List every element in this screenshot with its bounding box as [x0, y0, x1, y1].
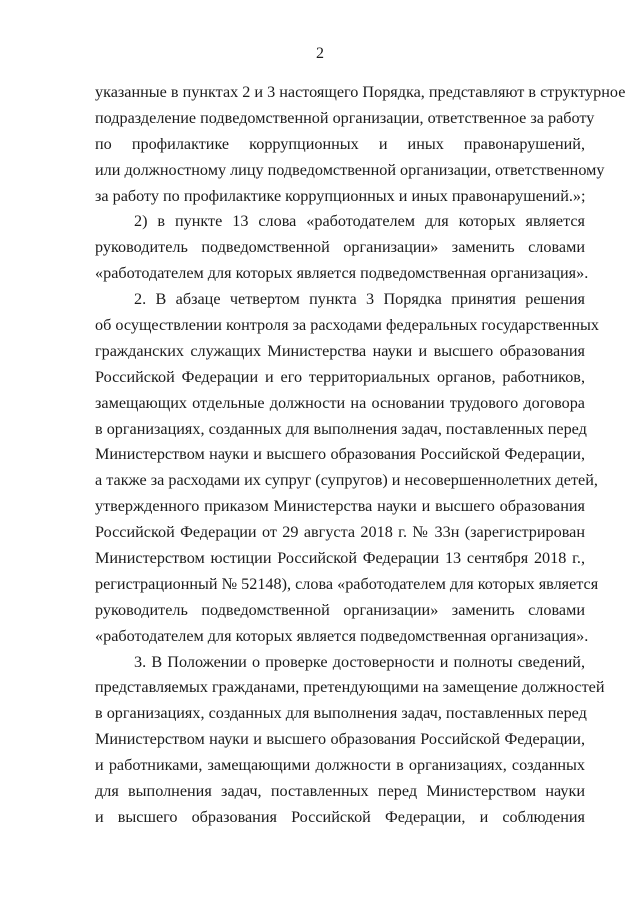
text-line: замещающих отдельные должности на основании трудового договора	[95, 393, 585, 412]
paragraph-first-line: 2) в пункте 13 слова «работодателем для которых является	[134, 212, 585, 231]
text-line: и высшего образования Российской Федерации, и соблюдения	[95, 807, 585, 826]
text-line: об осуществлении контроля за расходами федеральных государственных	[95, 316, 599, 335]
text-line: руководитель подведомственной организации» заменить словами	[95, 600, 585, 619]
text-line: Министерством науки и высшего образования Российской Федерации,	[95, 445, 585, 464]
text-line: за работу по профилактике коррупционных и иных правонарушений.»;	[95, 186, 586, 205]
text-line: в организациях, созданных для выполнения задач, поставленных перед	[95, 419, 587, 438]
text-line: «работодателем для которых является подведомственная организация».	[95, 264, 589, 283]
text-line: и работниками, замещающими должности в организациях, созданных	[95, 756, 585, 775]
text-line: Министерством юстиции Российской Федерации 13 сентября 2018 г.,	[95, 549, 585, 568]
text-line: представляемых гражданами, претендующими на замещение должностей	[95, 678, 605, 697]
text-line: «работодателем для которых является подведомственная организация».	[95, 626, 589, 645]
text-line: руководитель подведомственной организации» заменить словами	[95, 238, 585, 257]
text-line: Министерством науки и высшего образования Российской Федерации,	[95, 730, 585, 749]
text-line: а также за расходами их супруг (супругов) и несовершеннолетних детей,	[95, 471, 598, 490]
text-line: подразделение подведомственной организации, ответственное за работу	[95, 108, 595, 127]
text-line: Российской Федерации от 29 августа 2018 г. № 33н (зарегистрирован	[95, 523, 585, 542]
text-line: Российской Федерации и его территориальных органов, работников,	[95, 367, 585, 386]
paragraph-first-line: 3. В Положении о проверке достоверности и полноты сведений,	[134, 652, 585, 671]
document-body	[95, 80, 626, 831]
text-line: в организациях, созданных для выполнения задач, поставленных перед	[95, 704, 587, 723]
page-number: 2	[316, 45, 324, 62]
paragraph-first-line: 2. В абзаце четвертом пункта 3 Порядка принятия решения	[134, 290, 585, 309]
text-line: регистрационный № 52148), слова «работодателем для которых является	[95, 574, 599, 593]
text-line: указанные в пунктах 2 и 3 настоящего Порядка, представляют в структурное	[95, 83, 626, 101]
text-line: гражданских служащих Министерства науки и высшего образования	[95, 341, 585, 360]
text-line: по профилактике коррупционных и иных правонарушений,	[95, 134, 585, 153]
text-line: или должностному лицу подведомственной организации, ответственному	[95, 160, 605, 179]
text-line: утвержденного приказом Министерства науки и высшего образования	[95, 497, 585, 516]
text-line: для выполнения задач, поставленных перед Министерством науки	[95, 782, 585, 801]
